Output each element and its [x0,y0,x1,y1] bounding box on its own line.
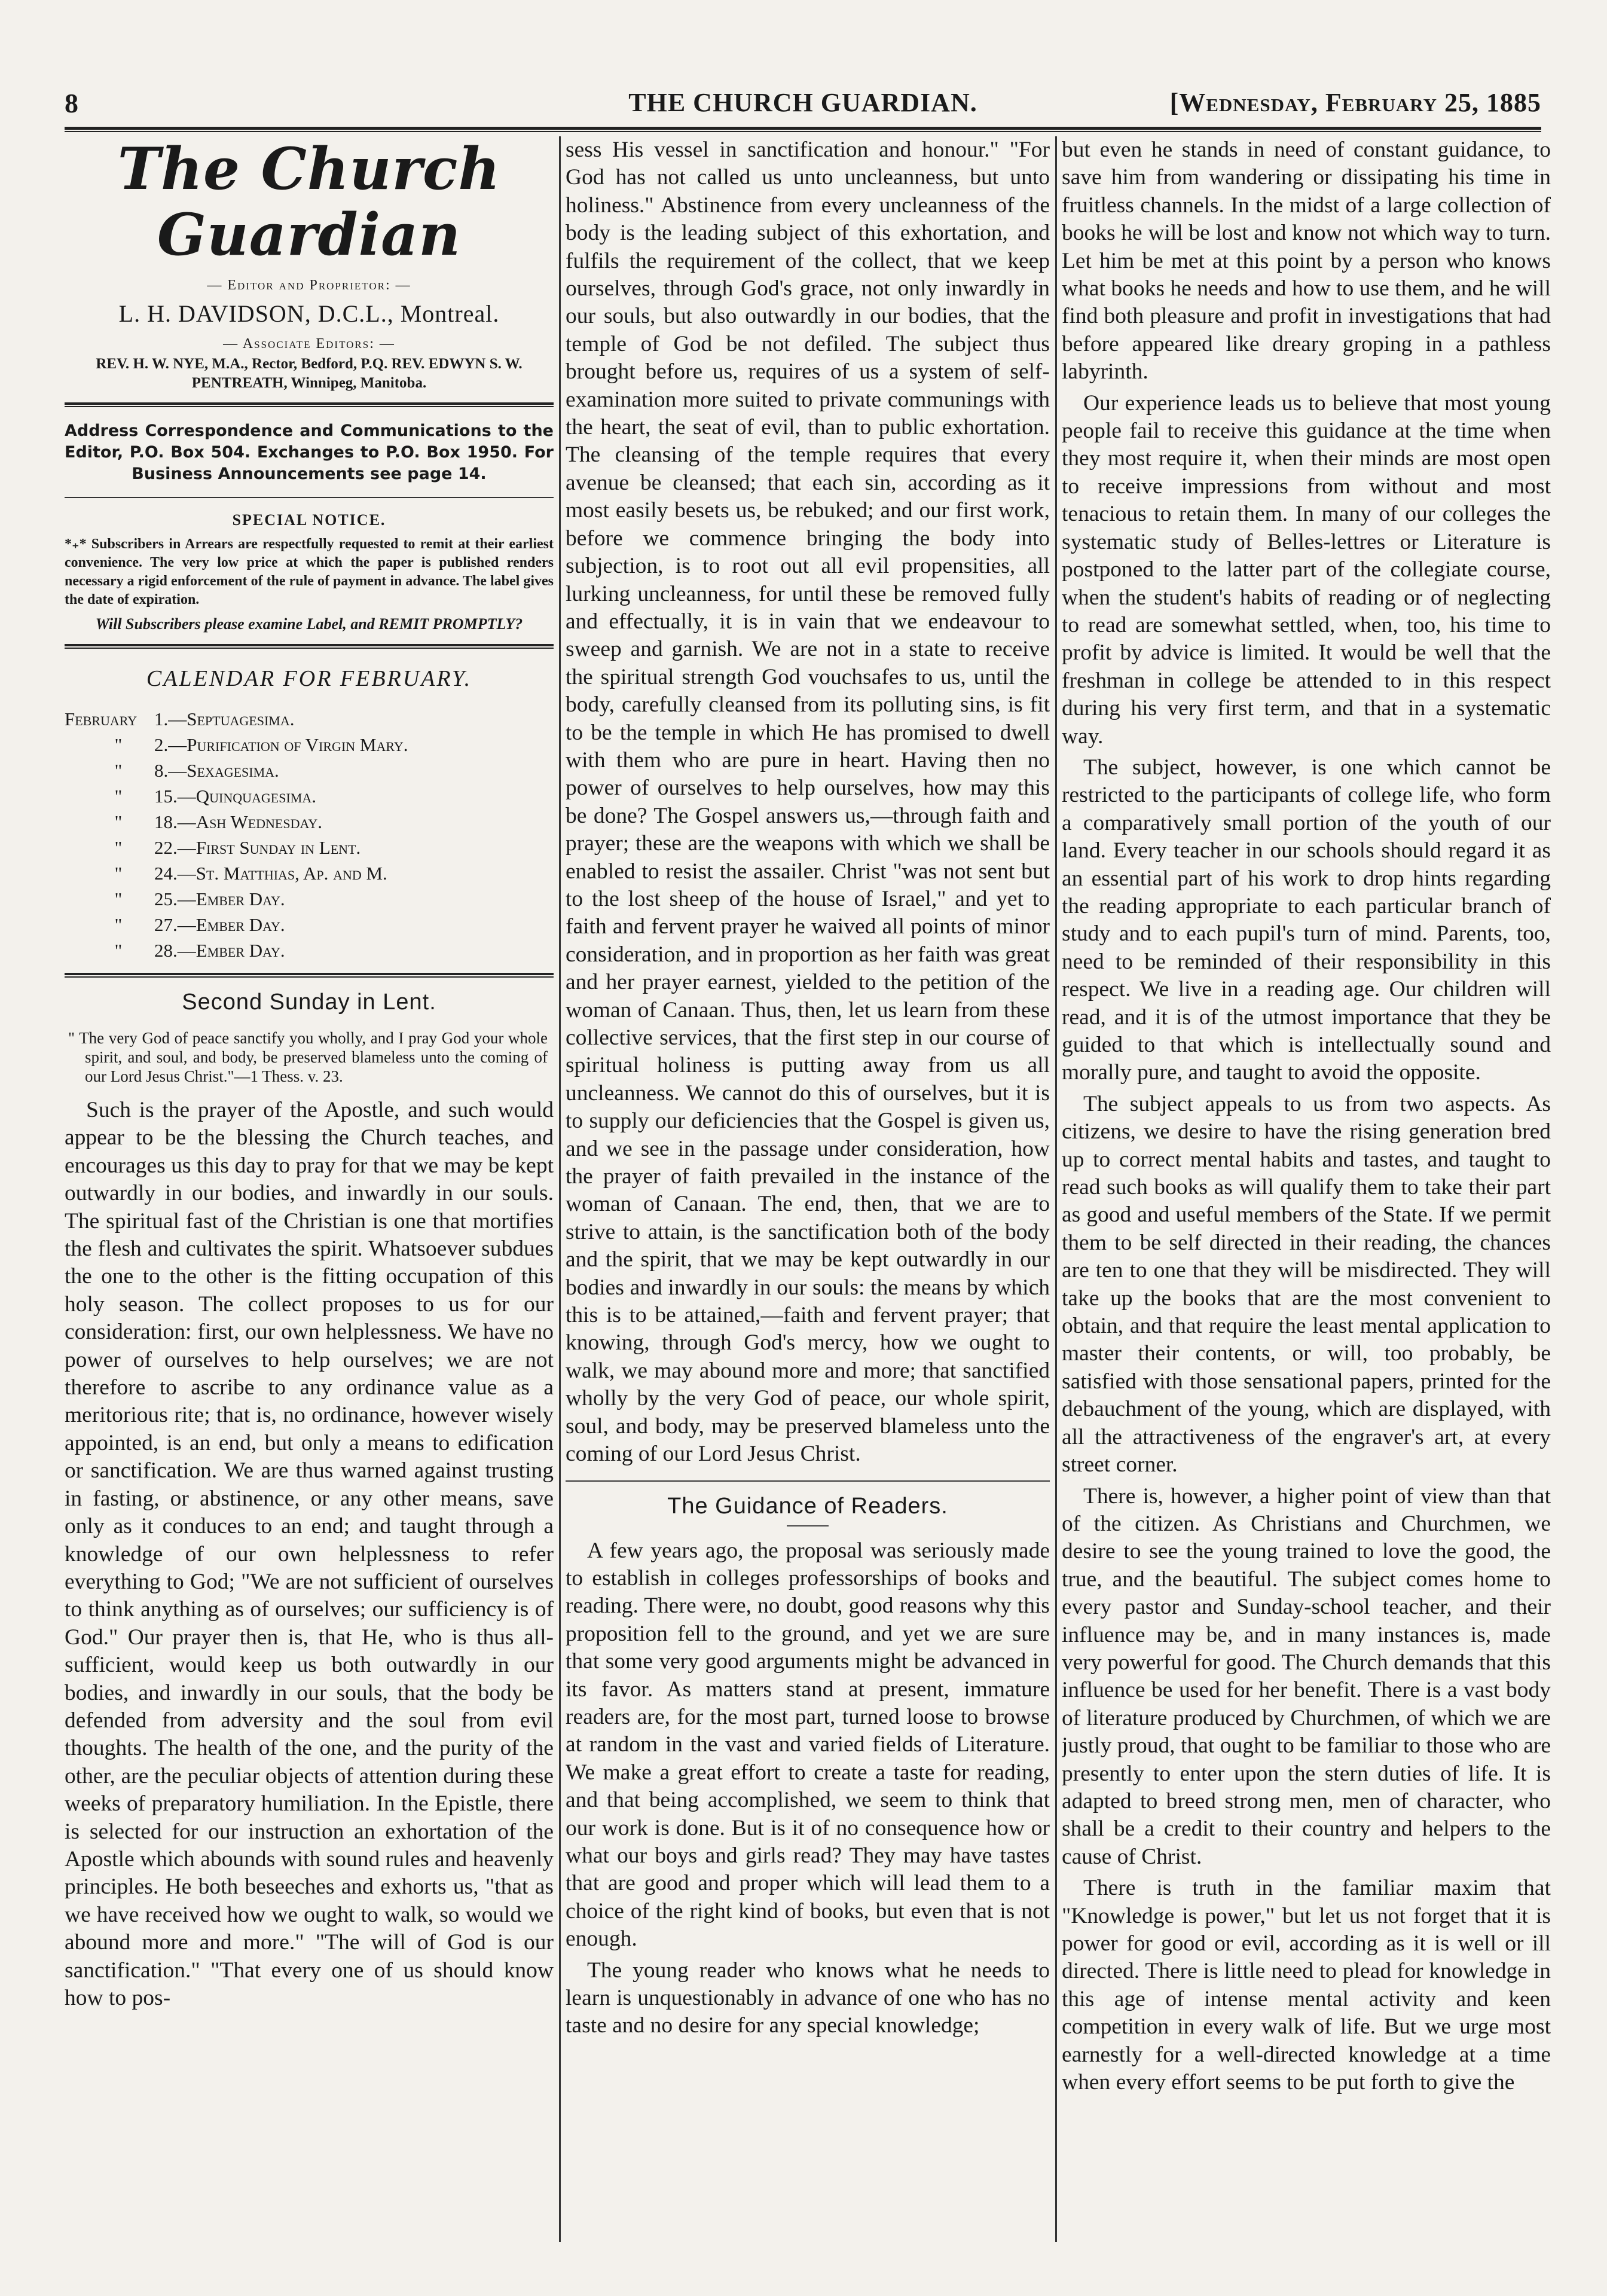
header-rule [65,127,1541,132]
ditto-mark: " [114,786,123,807]
special-notice-reminder: Will Subscribers please examine Label, and REMIT PROMPTLY? [95,615,523,633]
calendar-day: 8.—Sexagesima. [154,760,279,781]
calendar-entry [65,732,554,758]
calendar-day: 2.—Purification of Virgin Mary. [154,734,408,755]
divider [65,402,554,407]
ditto-mark: " [114,863,123,884]
article-paragraph: Our experience leads us to believe that most young people fail to receive this guidance at the time when they most require it, when their minds are most open to receive impressions from without and most tenacious to retain them. In many of our colleges the systematic study of Belles-lettres or Literature is postponed to the latter part of the collegiate course, when the student's habits of reading or of neglecting to read are somewhat settled, when, too, his time to profit by advice is limited. It would be well that the freshman in college be attended to in this respect during his very first term, and that in a systematic way. [1062,390,1551,749]
article-paragraph: There is, however, a higher point of view than that of the citizen. As Christians and Churchmen, we desire to see the young trained to love the good, the true, and the beautiful. The subject comes home to every pastor and Sunday-school teacher, and their influence may be, and in many instances is, made very powerful for good. The Church demands that this influence be used for her benefit. There is a vast body of literature produced by Churchmen, of which we are justly proud, that ought to be familiar to those who are presently to enter upon the stern duties of life. It is adapted to breed strong men, men of character, who shall be a credit to their country and helpers to the cause of Christ. [1062,1483,1551,1869]
column-3 [1062,136,1551,2242]
article-paragraph: but even he stands in need of constant guidance, to save him from wandering or dissipating his time in fruitless channels. In the midst of a large collection of books he will be lost and know not which way to turn. Let him be met at this point by a person who knows what books he needs and how to use them, and he will find both pleasure and profit in investigations that had before appeared like dreary groping in a pathless labyrinth. [1062,138,1551,384]
calendar-day: 24.—St. Matthias, Ap. and M. [154,863,387,884]
running-header [65,84,1541,126]
column-2 [566,136,1050,2242]
article-paragraph: A few years ago, the proposal was seriously made to establish in colleges professorships of books and reading. There were, no doubt, good reasons why this proposition fell to the ground, and yet we are sure that some very good arguments might be advanced in its favor. As matters stand at present, immature readers are, for the most part, turned loose to browse at random in the vast and varied fields of Literature. We make a great effort to create a taste for reading, and that being accomplished, we seem to think that our work is done. But is it of no consequence how or what our boys and girls read? They may have tastes that are good and proper which will lead them to a choice of the right kind of books, but even that is not enough. [566,1538,1050,1952]
calendar-title: CALENDAR FOR FEBRUARY. [146,666,472,691]
calendar-day: 15.—Quinquagesima. [154,786,316,807]
article-body: Such is the prayer of the Apostle, and such would appear to be the blessing the Church teaches, and encourages us this day to pray for that we may be kept outwardly in our bodies, and inwardly in our souls. The spiritual fast of the Christian is one that mortifies the flesh and cultivates the spirit. Whatsoever subdues the one to the other is the fitting occupation of this holy season. The collect proposes to us for our consideration: first, our own helplessness. We have no power of ourselves to help ourselves; we are not therefore to ascribe to any ordinance value as a meritorious rite; that is, no ordinance, however wisely appointed, is an end, but only a means to edification or sanctification. We are thus warned against trusting in fasting, or abstinence, or any other means, save only as it conduces to an end; and taught through a knowledge of our own helplessness to refer everything to God; "We are not sufficient of ourselves to think anything as of ourselves; our sufficiency is of God." Our prayer then is, that He, who is thus all-sufficient, would keep us both outwardly in our bodies, and inwardly in our souls, that the body be defended from adversity and the soul from evil thoughts. The health of the one, and the purity of the other, are the peculiar objects of attention during these weeks of preparatory humiliation. In the Epistle, there is selected for our instruction an exhortation of the Apostle which abounds with sound rules and heavenly principles. He both beseeches and exhorts us, "that as we have received how we ought to walk, so would we abound more and more." "The will of God is our sanctification." "That every one of us should know how to pos- [65,1098,554,2010]
editor-name: L. H. DAVIDSON, D.C.L., Montreal. [118,300,500,327]
special-notice-title: SPECIAL NOTICE. [232,511,386,529]
ditto-mark: " [114,940,123,961]
column-1 [65,136,554,2242]
associate-editors-label: — Associate Editors: — [223,336,395,352]
columns [65,136,1551,2242]
ditto-mark: " [114,914,123,935]
newspaper-title: THE CHURCH GUARDIAN. [628,88,977,117]
masthead-title: The Church Guardian [117,136,501,268]
article-title: Second Sunday in Lent. [182,990,436,1015]
divider [566,1480,1050,1482]
associate-editors: REV. H. W. NYE, M.A., Rector, Bedford, P.Q. REV. EDWYN S. W. PENTREATH, Winnipeg, Manitoba. [96,356,523,391]
calendar-entry [65,860,554,886]
divider [65,644,554,649]
article-body-continued: sess His vessel in sanctification and honour." "For God has not called us unto uncleanness, but unto holiness." Abstinence from every uncleanness of the body is the leading subject of this exhortation, and fulfils the requirement of the collect, that we keep ourselves, through God's grace, not only inwardly in our souls, but also outwardly in our bodies, that the temple of God be not defiled. The subject thus brought before us, requires of us a system of self-examination more suited to private communings with the heart, the seat of evil, than to public exhortation. The cleansing of the temple requires that every avenue be cleansed; that each sin, according as it most easily besets us, be rebuked; and our first work, before we commence bringing the body into subjection, is to root out all evil propensities, all lurking uncleanness, for until these be removed fully and effectually, it is in vain that we endeavour to sweep and garnish. We are not in a state to receive the spiritual strength God vouchsafes to us, until the body, carefully cleansed from its polluting sins, is fit to be the temple in which He has promised to dwell with them who are pure in heart. Having then no power of ourselves to help ourselves, how may this be done? The Gospel answers us,—through faith and prayer; these are the weapons with which we shall be enabled to resist the assailer. Christ "was not sent but to the lost sheep of the house of Israel," and yet to faith and fervent prayer he waived all points of minor consideration, and in proportion as her faith was great and her prayer earnest, yielded to the petition of the woman of Canaan. Thus, then, let us learn from these collective services, that the first step in our course of spiritual holiness is putting away from us all uncleanness. We cannot do this of ourselves, but it is to supply our deficiencies that the Gospel is given us, and we see in the passage under consideration, how the prayer of faith prevailed in the instance of the woman of Canaan. The end, then, that we are to strive to attain, is the sanctification both of the body and the spirit, that we may be kept outwardly in our bodies and inwardly in our souls: the means by which this is to be attained,—faith and fervent prayer; that knowing, through God's mercy, how we ought to walk, we may abound more and more; that sanctified wholly by the very God of peace, our whole spirit, soul, and body, may be preserved blameless unto the coming of our Lord Jesus Christ. [566,138,1050,1467]
calendar-day: 22.—First Sunday in Lent. [154,837,361,858]
ditto-mark: " [114,734,123,755]
ditto-mark: " [114,837,123,858]
calendar-entry [65,809,554,835]
article-paragraph: There is truth in the familiar maxim that "Knowledge is power," but let us not forget that it is power for good or evil, according as it is well or ill directed. There is little need to plead for knowledge in this age of intense mental activity and keen competition in every walk of life. But we urge most earnestly for a well-directed knowledge at a time when every effort seems to be put forth to give the [1062,1876,1551,2095]
calendar-day: 1.—Septuagesima. [154,709,295,729]
ditto-mark: " [114,811,123,832]
address-notice: Address Correspondence and Communications to the Editor, P.O. Box 504. Exchanges to P.O. Box 1950. For Business Announcements see page 14. [65,422,554,483]
calendar-day: 28.—Ember Day. [154,940,285,961]
divider [65,497,554,498]
calendar-entry [65,783,554,809]
issue-date: [Wednesday, February 25, 1885 [1169,88,1541,117]
calendar-entry [65,758,554,783]
ditto-mark: " [114,760,123,781]
calendar-day: 25.—Ember Day. [154,889,285,909]
editor-label: — Editor and Proprietor: — [207,277,411,293]
calendar-list [65,706,554,963]
article-title: The Guidance of Readers. [667,1493,948,1519]
ditto-mark: " [114,889,123,909]
calendar-day: 27.—Ember Day. [154,914,285,935]
divider [65,973,554,978]
article-paragraph: The young reader who knows what he needs to learn is unquestionably in advance of one who has no taste and no desire for any special knowledge; [566,1958,1050,2038]
article-paragraph: The subject appeals to us from two aspects. As citizens, we desire to have the rising generation bred up to correct mental habits and tastes, and taught to read such books as will qualify them to take their part as good and useful members of the State. If we permit them to be self directed in their reading, the chances are ten to one that they will be misdirected. They will take up the books that are the most convenient to obtain, and that require the least mental application to master their contents, or will, too probably, be satisfied with those sensational papers, printed for the debauchment of the young, which are displayed, with all the attractiveness of the engraver's art, at every street corner. [1062,1091,1551,1477]
article-epigraph: " The very God of peace sanctify you wholly, and I pray God your whole spirit, and soul, and body, be preserved blameless unto the coming of our Lord Jesus Christ."—1 Thess. v. 23. [68,1029,548,1085]
article-paragraph: The subject, however, is one which cannot be restricted to the participants of college life, who form a comparatively small portion of the youth of our land. Every teacher in our schools should regard it as an essential part of his work to drop hints regarding the reading appropriate to each particular branch of study and to each pupil's turn of mind. Parents, too, need to be reminded of their responsibility in this respect. We live in a reading age. Our children will read, and it is of the utmost importance that they be guided to that which is intellectually sound and morally pure, and taught to avoid the opposite. [1062,755,1551,1085]
calendar-entry [65,835,554,860]
special-notice-body: *₊* Subscribers in Arrears are respectfully requested to remit at their earliest convenience. The very low price at which the paper is published renders necessary a rigid enforcement of the rule of payment in advance. The label gives the date of expiration. [65,536,554,607]
page-number: 8 [65,88,78,118]
calendar-entry [65,886,554,912]
calendar-day: 18.—Ash Wednesday. [154,811,322,832]
calendar-entry [65,912,554,938]
calendar-entry [65,706,554,732]
calendar-month: February [65,709,138,729]
calendar-entry [65,938,554,963]
